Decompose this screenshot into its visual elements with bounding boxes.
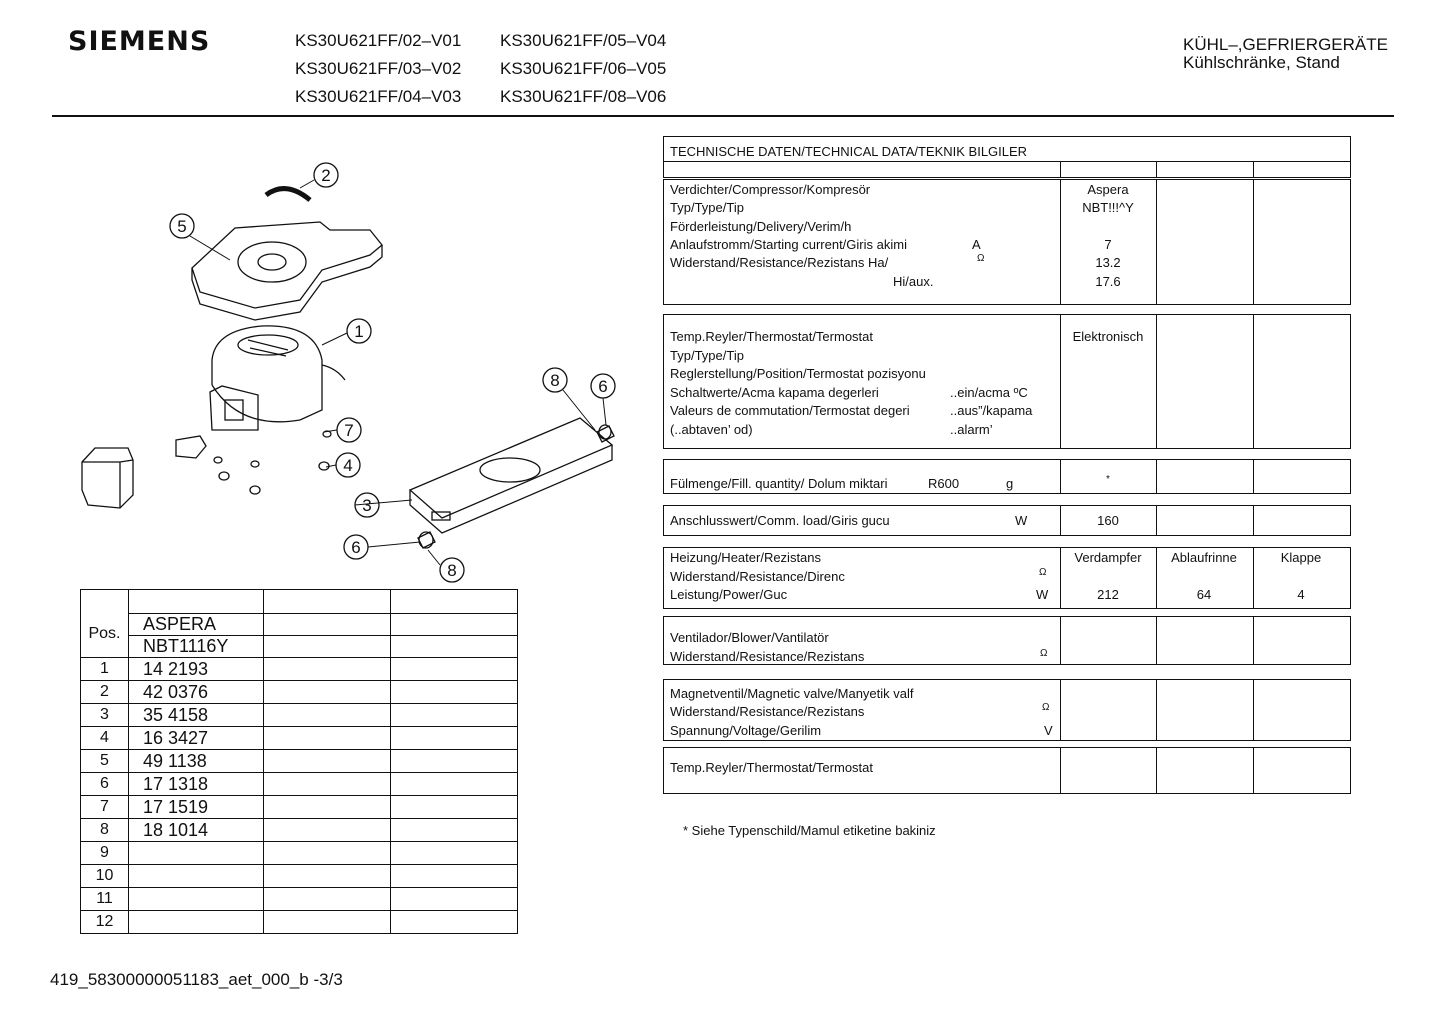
- header-divider: [52, 115, 1394, 117]
- table-row: 7 17 1519: [81, 796, 518, 819]
- label: Widerstand/Resistance/Rezistans Ha/: [670, 255, 889, 270]
- model-number: KS30U621FF/08–V06: [500, 87, 667, 106]
- label: ..alarm’: [950, 422, 993, 437]
- unit: V: [1044, 723, 1053, 738]
- label: Magnetventil/Magnetic valve/Manyetik valf: [670, 686, 914, 701]
- thermostat2-section: [663, 747, 1351, 794]
- label: R600: [928, 476, 960, 491]
- strap-part: [266, 189, 310, 200]
- footnote: * Siehe Typenschild/Mamul etiketine bakiniz: [683, 823, 936, 838]
- relay-part: [176, 436, 206, 458]
- callout-label: 6: [351, 538, 361, 557]
- label: ..aus”/kapama: [950, 403, 1033, 418]
- value: 160: [1097, 513, 1119, 528]
- label: Anschlusswert/Comm. load/Giris gucu: [670, 513, 890, 528]
- table-row: 11: [81, 888, 518, 911]
- value: Elektronisch: [1072, 329, 1144, 344]
- callout-label: 5: [177, 217, 187, 236]
- unit: Ω: [1039, 567, 1047, 578]
- mounting-rail-part: [410, 418, 612, 533]
- page-number: -3/3: [313, 970, 343, 989]
- unit: W: [1015, 513, 1028, 528]
- label: Valeurs de commutation/Termostat degeri: [670, 403, 910, 418]
- value: NBT!!!^Y: [1082, 200, 1134, 215]
- parts-table: [80, 589, 518, 934]
- label: Widerstand/Resistance/Direnc: [670, 569, 845, 584]
- table-row: 3 35 4158: [81, 704, 518, 727]
- callout-label: 8: [447, 561, 457, 580]
- compressor-part: [210, 326, 345, 430]
- value: Aspera: [1087, 182, 1129, 197]
- label: Temp.Reyler/Thermostat/Termostat: [670, 760, 874, 775]
- column-header: Klappe: [1280, 550, 1322, 565]
- model-number: KS30U621FF/05–V04: [500, 31, 667, 50]
- value: 4: [1297, 587, 1305, 602]
- category-title: KÜHL–,GEFRIERGERÄTE: [1183, 35, 1388, 54]
- label: (..abtaven’ od): [670, 422, 753, 437]
- pos-header: Pos.: [81, 590, 129, 658]
- callout-label: 6: [598, 377, 608, 396]
- cover-tray-part: [192, 222, 382, 320]
- load-section: [663, 505, 1351, 536]
- starter-box-part: [82, 448, 133, 508]
- label: Förderleistung/Delivery/Verim/h: [670, 219, 852, 234]
- valve-section: [663, 679, 1351, 741]
- unit: g: [1006, 476, 1014, 491]
- table-row: 1 14 2193: [81, 658, 518, 681]
- brand-logo: SIEMENS: [68, 26, 211, 57]
- label: Ventilador/Blower/Vantilatör: [670, 630, 829, 645]
- table-row: 12: [81, 911, 518, 934]
- table-row: 9: [81, 842, 518, 865]
- value: 212: [1097, 587, 1119, 602]
- callout-label: 4: [343, 456, 353, 475]
- model-number: KS30U621FF/04–V03: [295, 87, 462, 106]
- model-number: KS30U621FF/06–V05: [500, 59, 667, 78]
- callout-label: 8: [550, 371, 560, 390]
- model-number: KS30U621FF/03–V02: [295, 59, 462, 78]
- label: Schaltwerte/Acma kapama degerleri: [670, 385, 879, 400]
- label: Spannung/Voltage/Gerilim: [670, 723, 822, 738]
- blower-section: [663, 616, 1351, 665]
- thermostat-section: [663, 314, 1351, 449]
- doc-id-text: 419_58300000051183_aet_000_b: [50, 970, 309, 989]
- tech-title-row: [663, 136, 1351, 162]
- table-row: 10: [81, 865, 518, 888]
- callout-label: 2: [321, 166, 331, 185]
- table-row: 8 18 1014: [81, 819, 518, 842]
- callout-label: 3: [362, 496, 372, 515]
- brand-cell: ASPERA: [129, 614, 264, 636]
- table-row: 6 17 1318: [81, 773, 518, 796]
- unit: Ω: [977, 253, 985, 264]
- value: 64: [1196, 587, 1212, 602]
- label: Fülmenge/Fill. quantity/ Dolum miktari: [670, 476, 888, 491]
- table-row: 4 16 3427: [81, 727, 518, 750]
- label: Reglerstellung/Position/Termostat pozisyonu: [670, 366, 926, 381]
- label: Verdichter/Compressor/Kompresör: [670, 182, 871, 197]
- unit: Ω: [1040, 648, 1048, 659]
- label: Widerstand/Resistance/Rezistans: [670, 704, 865, 719]
- heater-section: [663, 547, 1351, 609]
- unit: Ω: [1042, 702, 1050, 713]
- exploded-parts-diagram: [60, 150, 640, 590]
- category-subtitle: Kühlschränke, Stand: [1183, 53, 1340, 72]
- column-header: Ablaufrinne: [1171, 550, 1237, 565]
- document-id: [50, 970, 343, 990]
- value: *: [1106, 474, 1110, 485]
- label: Hi/aux.: [893, 274, 934, 289]
- callout-label: 1: [354, 322, 364, 341]
- label: Temp.Reyler/Thermostat/Termostat: [670, 329, 874, 344]
- model-number: KS30U621FF/02–V01: [295, 31, 462, 50]
- label: Anlaufstromm/Starting current/Giris akimi: [670, 237, 907, 252]
- label: Leistung/Power/Guc: [670, 587, 788, 602]
- label: Heizung/Heater/Rezistans: [670, 550, 822, 565]
- grommet-parts: [214, 431, 331, 494]
- tech-title: TECHNISCHE DATEN/TECHNICAL DATA/TEKNIK BILGILER: [670, 144, 1028, 159]
- fill-section: [663, 459, 1351, 494]
- unit: A: [972, 237, 981, 252]
- column-header: Verdampfer: [1074, 550, 1142, 565]
- tech-header-row: [663, 161, 1351, 178]
- label: Widerstand/Resistance/Rezistans: [670, 649, 865, 664]
- value: 17.6: [1095, 274, 1121, 289]
- table-row: 5 49 1138: [81, 750, 518, 773]
- compressor-section: [663, 179, 1351, 305]
- table-row: 2 42 0376: [81, 681, 518, 704]
- value: 13.2: [1095, 255, 1121, 270]
- value: 7: [1104, 237, 1112, 252]
- label: Typ/Type/Tip: [670, 200, 744, 215]
- model-cell: NBT1116Y: [129, 636, 264, 658]
- callout-label: 7: [344, 421, 354, 440]
- label: Typ/Type/Tip: [670, 348, 744, 363]
- label: ..ein/acma ºC: [950, 385, 1028, 400]
- unit: W: [1036, 587, 1049, 602]
